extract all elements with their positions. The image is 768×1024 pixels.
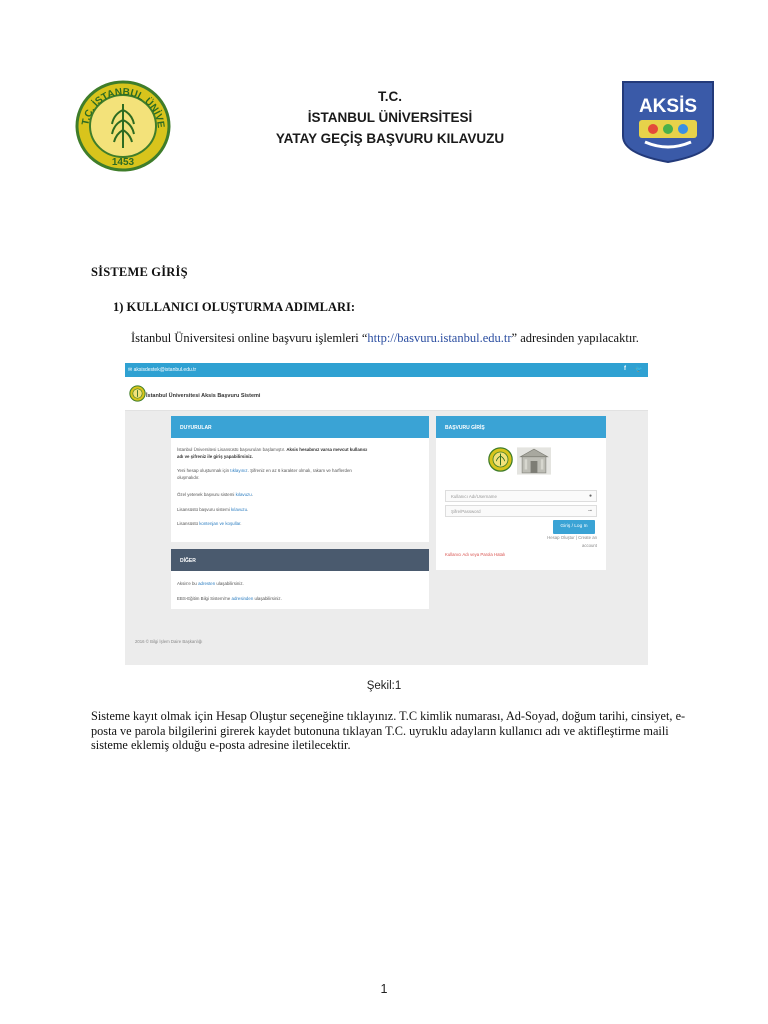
news-line: Yeni hesap oluşturmak için tıklayınız. Şifreniz en az 6 karakter olmalı, rakam ve harflerden <box>177 468 352 473</box>
university-gate-image <box>517 447 551 475</box>
forgot-credentials-link[interactable]: Kullanıcı Adı veya Parola Hatalı <box>445 552 506 557</box>
seal-text: T.C. İSTANBUL ÜNİVE <box>80 86 167 129</box>
other-line: EBS-Eğitim Bilgi Sistemi'ne adresinden ulaşabilirsiniz. <box>177 596 282 601</box>
login-panel-title: BAŞVURU GİRİŞ <box>436 416 606 438</box>
figure-screenshot <box>125 363 648 665</box>
quota-conditions-link[interactable]: kontenjan ve koşullar <box>199 521 241 526</box>
news-line: Lisansüstü kontenjan ve koşullar. <box>177 521 242 526</box>
news-line: adı ve şifreniz ile giriş yapabilirsiniz. <box>177 454 253 459</box>
aksis-address-link[interactable]: adresten <box>198 581 216 586</box>
ebs-address-link[interactable]: adresinden <box>231 596 254 601</box>
key-icon: ⊸ <box>587 508 592 514</box>
page-number: 1 <box>380 982 388 996</box>
header-line-university: İSTANBUL ÜNİVERSİTESİ <box>307 110 473 125</box>
news-line: oluşmalıdır. <box>177 475 200 480</box>
intro-sentence <box>131 331 639 346</box>
aksis-logo-text: AKSİS <box>638 96 698 117</box>
login-university-seal <box>488 447 513 472</box>
other-line: Aksis'e bu adresten ulaşabilirsiniz. <box>177 581 244 586</box>
intro-text-after: ” adresinden yapılacaktır. <box>511 331 639 345</box>
screenshot-navbar <box>125 377 648 411</box>
intro-text-before: İstanbul Üniversitesi online başvuru işlemleri “ <box>131 331 368 345</box>
user-icon: ● <box>588 493 592 499</box>
screenshot-topbar <box>125 363 648 377</box>
document-header <box>200 86 580 149</box>
twitter-icon[interactable]: 🐦 <box>635 367 643 373</box>
password-input[interactable]: Şifre/Password ⊸ <box>445 505 597 517</box>
seal-year: 1453 <box>111 157 135 168</box>
create-account-link[interactable]: tıklayınız <box>230 468 248 473</box>
news-line: Lisansüstü başvuru sistemi kılavuzu. <box>177 507 249 512</box>
screenshot-footer: 2016 © Bilgi İşlem Daire Başkanlığı <box>135 639 203 644</box>
news-line: İstanbul Üniversitesi Lisansüstü başvuruları başlamıştır. Aksis hesabınız varsa mevcut kullanıcı <box>177 447 368 452</box>
facebook-icon[interactable]: f <box>624 366 626 372</box>
special-talent-guide-link[interactable]: kılavuzu <box>235 492 252 497</box>
istanbul-university-seal <box>74 80 172 172</box>
announcements-panel-title: DUYURULAR <box>171 416 429 438</box>
subsection-title: 1) KULLANICI OLUŞTURMA ADIMLARI: <box>113 300 356 314</box>
header-line-tc: T.C. <box>377 89 402 104</box>
create-account-link[interactable]: Hesap Oluştur | Create an account <box>547 535 597 548</box>
instruction-paragraph: Sisteme kayıt olmak için Hesap Oluştur seçeneğine tıklayınız. T.C kimlik numarası, Ad-Soyad, doğum tarihi, cinsiyet, e-posta ve parola bilgilerini girerek kaydet butonuna tıklayan T.C. uyruklu adayların kullanıcı adı ve aktifleştirme maili sisteme eklemiş olduğu e-posta adresine iletilecektir. <box>91 709 686 752</box>
figure-caption: Şekil:1 <box>366 680 402 692</box>
login-button[interactable]: Giriş / Log In <box>553 520 595 534</box>
graduate-guide-link[interactable]: kılavuzu <box>230 507 248 512</box>
mini-university-seal <box>129 385 146 402</box>
system-title: İstanbul Üniversitesi Aksis Başvuru Sistemi <box>146 393 261 399</box>
support-email: ✉ aksisdestek@istanbul.edu.tr <box>128 367 197 373</box>
other-panel-title: DİĞER <box>171 549 429 571</box>
aksis-logo <box>619 78 717 164</box>
application-url-link[interactable]: http://basvuru.istanbul.edu.tr <box>367 331 512 345</box>
header-line-guide-title: YATAY GEÇİŞ BAŞVURU KILAVUZU <box>275 131 505 146</box>
section-title: SİSTEME GİRİŞ <box>91 265 188 279</box>
news-line: Özel yetenek başvuru sistemi kılavuzu. <box>177 492 253 497</box>
username-input[interactable]: Kullanıcı Adı/Username ● <box>445 490 597 502</box>
